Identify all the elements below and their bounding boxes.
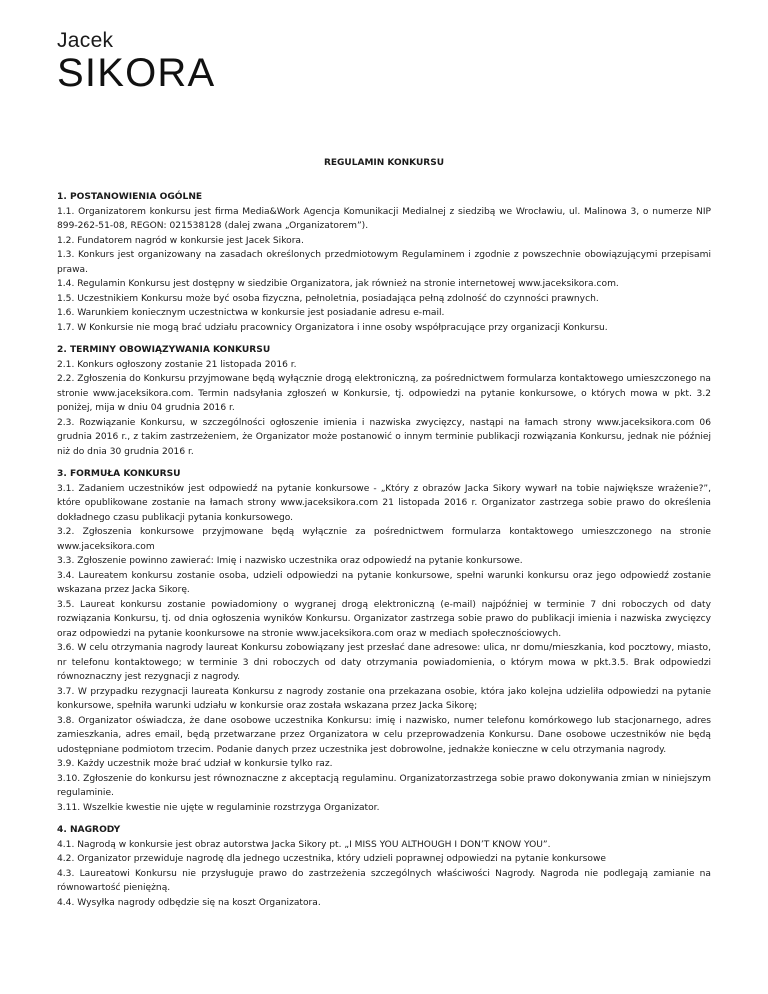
clause-paragraph: 4.3. Laureatowi Konkursu nie przysługuje prawo do zastrzeżenia szczególnych właściwości Nagrody. Nagroda nie podlegają zamianie na równowartość pieniężną.	[57, 868, 711, 893]
section-heading: 3. FORMUŁA KONKURSU	[57, 469, 181, 479]
section-heading: 2. TERMINY OBOWIĄZYWANIA KONKURSU	[57, 345, 271, 355]
clause-paragraph: 1.2. Fundatorem nagród w konkursie jest Jacek Sikora.	[57, 235, 304, 246]
clause-paragraph: 1.3. Konkurs jest organizowany na zasadach określonych przedmiotowym Regulaminem i zgodnie z powszechnie obowiązującymi przepisami prawa.	[57, 250, 711, 275]
clause-paragraph: 3.3. Zgłoszenie powinno zawierać: Imię i nazwisko uczestnika oraz odpowiedź na pytanie konkursowe.	[57, 556, 523, 566]
clause-paragraph: 2.2. Zgłoszenia do Konkursu przyjmowane będą wyłącznie drogą elektroniczną, za pośrednictwem formularza kontaktowego umieszczonego na stronie www.jaceksikora.com. Termin nadsyłania zgłoszeń w Konkursie, tj. odpowiedzi na pytanie konkursowe, o których mowa w pkt. 3.2 poniżej, mija w dniu 04 grudnia 2016 r.	[57, 374, 711, 413]
clause-paragraph: 3.2. Zgłoszenia konkursowe przyjmowane będą wyłącznie za pośrednictwem formularza kontaktowego umieszczonego na stronie www.jaceksikora.com	[57, 527, 711, 552]
section	[57, 823, 711, 910]
section-heading: 4. NAGRODY	[57, 825, 121, 835]
clause-paragraph: 3.11. Wszelkie kwestie nie ujęte w regulaminie rozstrzyga Organizator.	[57, 802, 380, 813]
logo-first-name: Jacek	[57, 29, 114, 52]
clause-paragraph: 3.1. Zadaniem uczestników jest odpowiedź na pytanie konkursowe - „Który z obrazów Jacka Sikory wywarł na tobie największe wrażenie?”, które opublikowane zostanie na łamach strony www.jaceksikora.com 21 listopada 2016 r. Organizator zastrzega sobie prawo do określenia dokładnego czasu publikacji pytania konkursowego.	[57, 483, 711, 523]
section	[57, 467, 711, 815]
logo-last-name: SIKORA	[57, 51, 216, 95]
clause-paragraph: 1.1. Organizatorem konkursu jest firma Media&Work Agencja Komunikacji Medialnej z siedzibą we Wrocławiu, ul. Malinowa 3, o numerze NIP 899-262-51-08, REGON: 021538128 (dalej zwana „Organizatorem”).	[57, 206, 711, 231]
clause-paragraph: 1.6. Warunkiem koniecznym uczestnictwa w konkursie jest posiadanie adresu e-mail.	[57, 308, 445, 318]
clause-paragraph: 1.7. W Konkursie nie mogą brać udziału pracownicy Organizatora i inne osoby współpracujące przy organizacji Konkursu.	[57, 322, 608, 333]
section	[57, 343, 711, 459]
clause-paragraph: 3.8. Organizator oświadcza, że dane osobowe uczestnika Konkursu: imię i nazwisko, numer telefonu komórkowego lub stacjonarnego, adres zamieszkania, adres email, będą przetwarzane przez Organizatora w celu przeprowadzenia Konkursu. Dane osobowe uczestników nie będą udostępniane podmiotom trzecim. Podanie danych przez uczestnika jest dobrowolne, jednakże konieczne w celu otrzymania nagrody.	[57, 715, 711, 755]
clause-paragraph: 4.1. Nagrodą w konkursie jest obraz autorstwa Jacka Sikory pt. „I MISS YOU ALTHOUGH I DON’T KNOW YOU”.	[57, 839, 551, 850]
clause-paragraph: 3.4. Laureatem konkursu zostanie osoba, udzieli odpowiedzi na pytanie konkursowe, spełni warunki konkursu oraz jego odpowiedź zostanie wskazana przez Jacka Sikorę.	[57, 570, 711, 595]
clause-paragraph: 3.5. Laureat konkursu zostanie powiadomiony o wygranej drogą elektroniczną (e-mail) najpóźniej w terminie 7 dni roboczych od daty rozwiązania Konkursu, tj. od dnia ogłoszenia wyników Konkursu. Organizator zastrzega sobie prawo do publikacji imienia i nazwiska zwycięzcy oraz odpowiedzi na pytanie koonkursowe na stronie www.jaceksikora.com oraz w mediach społecznościowych.	[57, 599, 711, 639]
clause-paragraph: 1.5. Uczestnikiem Konkursu może być osoba fizyczna, pełnoletnia, posiadająca pełną zdolność do czynności prawnych.	[57, 293, 599, 304]
clause-paragraph: 3.7. W przypadku rezygnacji laureata Konkursu z nagrody zostanie ona przekazana osobie, która jako kolejna udzieliła odpowiedzi na pytanie konkursowe, spełniła warunki udziału w konkursie oraz została wskazana przez Jacka Sikorę;	[57, 686, 711, 711]
clause-paragraph: 2.1. Konkurs ogłoszony zostanie 21 listopada 2016 r.	[57, 359, 297, 370]
clause-paragraph: 4.4. Wysyłka nagrody odbędzie się na koszt Organizatora.	[57, 897, 321, 908]
clause-paragraph: 3.10. Zgłoszenie do konkursu jest równoznaczne z akceptacją regulaminu. Organizatorzastrzega sobie prawo dokonywania zmian w niniejszym regulaminie.	[57, 773, 711, 798]
section	[57, 190, 711, 335]
clause-paragraph: 4.2. Organizator przewiduje nagrodę dla jednego uczestnika, który udzieli poprawnej odpowiedzi na pytanie konkursowe	[57, 854, 606, 864]
document-title: REGULAMIN KONKURSU	[323, 158, 445, 168]
section-heading: 1. POSTANOWIENIA OGÓLNE	[57, 192, 203, 202]
clause-paragraph: 2.3. Rozwiązanie Konkursu, w szczególności ogłoszenie imienia i nazwiska zwycięzcy, nastąpi na łamach strony www.jaceksikora.com 06 grudnia 2016 r., z takim zastrzeżeniem, że Organizator może postanowić o innym terminie publikacji rozwiązania Konkursu, jednak nie później niż do dnia 30 grudnia 2016 r.	[57, 417, 711, 457]
clause-paragraph: 3.9. Każdy uczestnik może brać udział w konkursie tylko raz.	[57, 759, 333, 769]
clause-paragraph: 3.6. W celu otrzymania nagrody laureat Konkursu zobowiązany jest przesłać dane adresowe: ulica, nr domu/mieszkania, kod pocztowy, miasto, nr telefonu kontaktowego; w terminie 3 dni roboczych od daty otrzymania powiadomienia, o którym mowa w pkt.3.5. Brak odpowiedzi równoznaczny jest rezygnacji z nagrody.	[57, 643, 711, 682]
logo	[57, 28, 215, 94]
clause-paragraph: 1.4. Regulamin Konkursu jest dostępny w siedzibie Organizatora, jak również na stronie internetowej www.jaceksikora.com.	[57, 279, 619, 289]
document-body	[57, 190, 711, 918]
